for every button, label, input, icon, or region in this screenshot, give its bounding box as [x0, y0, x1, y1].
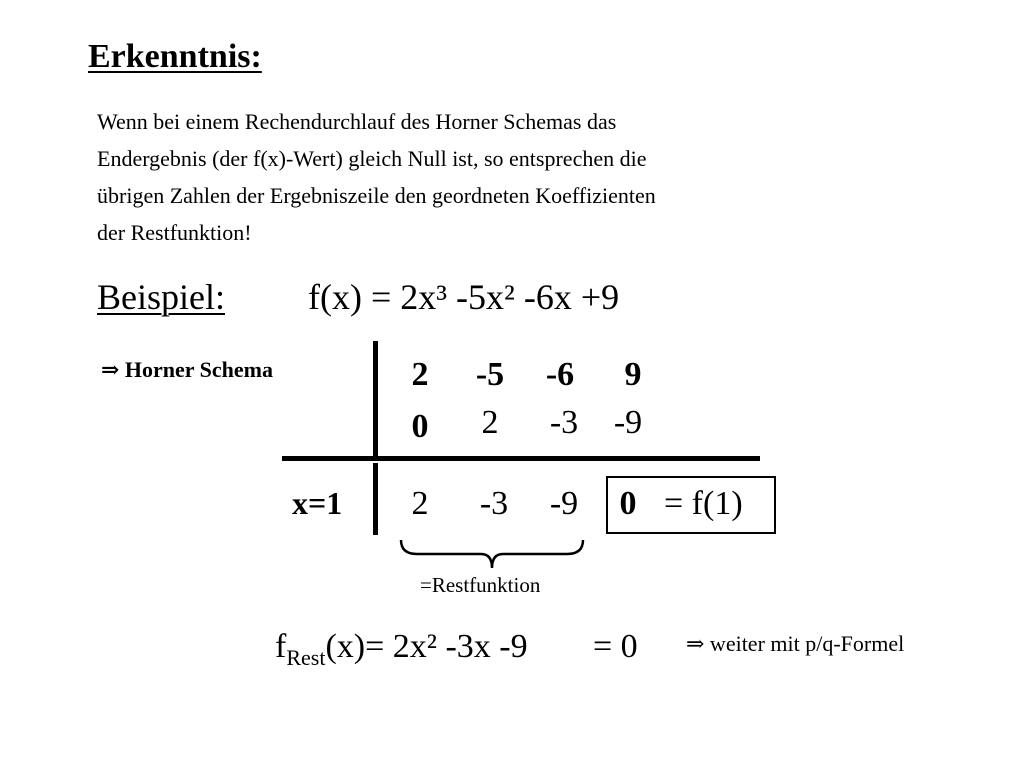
table-vertical-line-top [373, 341, 378, 459]
heading-erkenntnis: Erkenntnis: [88, 38, 262, 75]
result-row-cell: 0 [619, 485, 637, 522]
coefficient-cell: -6 [545, 356, 575, 393]
restfunktion-label: =Restfunktion [420, 573, 541, 597]
intro-line: übrigen Zahlen der Ergebniszeile den geordneten Koeffizienten [97, 183, 656, 208]
curly-brace-icon [397, 538, 587, 572]
intro-paragraph [97, 103, 837, 251]
middle-row-cell: -9 [613, 404, 643, 441]
intro-line: Wenn bei einem Rechendurchlauf des Horner Schemas das [97, 109, 617, 134]
result-equation: = f(1) [664, 485, 743, 522]
equals-zero: = 0 [593, 628, 638, 665]
middle-row-cell: -3 [549, 404, 579, 441]
rest-function-expression: (x)= 2x² -3x -9 [325, 628, 528, 665]
result-row-cell: -3 [479, 485, 509, 522]
rest-function [275, 628, 528, 671]
example-label: Beispiel: [97, 277, 225, 317]
horner-schema-label: ⇒ Horner Schema [101, 357, 274, 382]
middle-row-cell: 2 [481, 404, 499, 441]
middle-row-cell: 0 [411, 408, 429, 445]
x-value-label: x=1 [292, 485, 343, 521]
intro-line: der Restfunktion! [97, 220, 252, 245]
coefficient-cell: -5 [475, 356, 505, 393]
coefficient-cell: 9 [624, 356, 642, 393]
rest-function-prefix: f [275, 628, 287, 665]
example-function: f(x) = 2x³ -5x² -6x +9 [308, 277, 620, 317]
result-row-cell: -9 [549, 485, 579, 522]
coefficient-cell: 2 [411, 356, 429, 393]
table-horizontal-line [282, 456, 760, 461]
intro-line: Endergebnis (der f(x)-Wert) gleich Null ist, so entsprechen die [97, 146, 647, 171]
continue-note: ⇒ weiter mit p/q-Formel [686, 631, 905, 656]
result-row-cell: 2 [411, 485, 429, 522]
table-vertical-line-bottom [373, 463, 378, 535]
rest-function-subscript: Rest [286, 645, 326, 670]
